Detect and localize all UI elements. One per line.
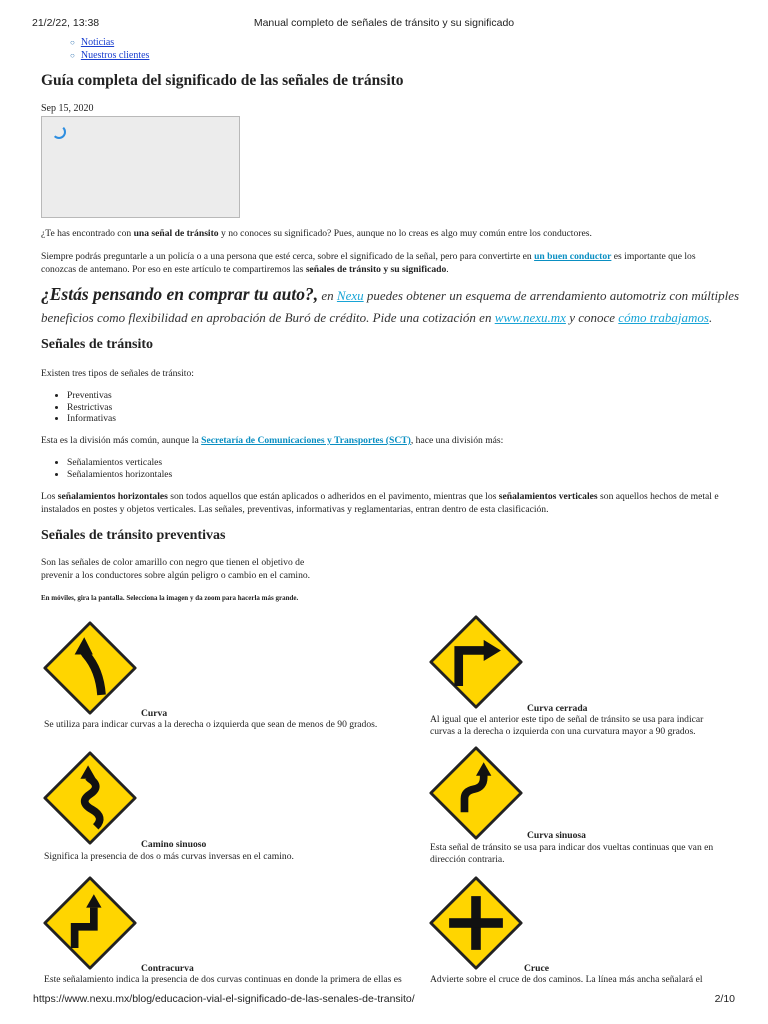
link-como-trabajamos[interactable]: cómo trabajamos (618, 310, 709, 325)
double-curve-sign-icon[interactable] (42, 875, 138, 971)
prev-intro-line-2: prevenir a los conductores sobre algún peligro o cambio en el camino. (41, 570, 311, 581)
article-date: Sep 15, 2020 (41, 103, 94, 114)
heading-preventivas: Señales de tránsito preventivas (41, 528, 226, 543)
division-list (41, 457, 172, 480)
sign-desc-curva-sinuosa: Esta señal de tránsito se usa para indicar dos vueltas continuas que van en dirección contraria. (430, 842, 714, 865)
article-title: Guía completa del significado de las señales de tránsito (41, 72, 404, 89)
paragraph-horizontales: Los señalamientos horizontales son todos aquellos que están aplicados o adheridos en el pavimento, mientras que los señalamientos verticales son aquellos hechos de metal e instalados en postes y objetos verticales. Las señales, preventivas, informativas y reglamentarias, entran dentro de esta clasificación. (41, 491, 719, 515)
loading-spinner-icon (52, 125, 66, 139)
heading-senales: Señales de tránsito (41, 337, 153, 352)
list-item: • Restrictivas (67, 402, 116, 414)
crossroad-sign-icon[interactable] (428, 875, 524, 971)
list-item: • Señalamientos verticales (67, 457, 172, 469)
nav-item-clientes[interactable] (70, 49, 149, 62)
link-buen-conductor[interactable]: un buen conductor (534, 251, 612, 262)
nav-link-noticias[interactable]: Noticias (80, 37, 115, 48)
sign-title-contracurva: Contracurva (141, 963, 194, 974)
print-header (0, 17, 768, 31)
nav-list (70, 36, 149, 62)
print-page-number: 2/10 (714, 993, 735, 1005)
sign-desc-curva-cerrada: Al igual que el anterior este tipo de señal de tránsito se usa para indicar curvas a la derecha o izquierda con una curvatura mayor a 90 grados. (430, 714, 704, 737)
link-nexu[interactable]: Nexu (336, 288, 364, 303)
paragraph-intro: ¿Te has encontrado con una señal de tránsito y no conoces su significado? Pues, aunque no lo creas es algo muy común entre los conductores. (41, 228, 592, 239)
promo-callout: ¿Estás pensando en comprar tu auto?, en Nexu puedes obtener un esquema de arrendamiento automotriz con múltiples beneficios como flexibilidad en aprobación de Buró de crédito. Pide una cotización en www.nexu.mx y conoce cómo trabajamos. (41, 284, 740, 325)
list-item: • Preventivas (67, 390, 116, 402)
print-datetime: 21/2/22, 13:38 (32, 17, 100, 29)
paragraph-ask-police: Siempre podrás preguntarle a un policía o a una persona que esté cerca, sobre el significado de la señal, pero para convertirte en un buen conductor es importante que los conozcas de antemano. Por eso en este artículo te compartiremos las señales de tránsito y su significado. (41, 251, 696, 275)
sign-title-camino-sinuoso: Camino sinuoso (141, 839, 207, 850)
prev-intro-line-1: Son las señales de color amarillo con negro que tienen el objetivo de (41, 557, 305, 568)
nav-link-clientes[interactable]: Nuestros clientes (80, 50, 150, 61)
sharp-curve-sign-icon[interactable] (428, 614, 524, 710)
winding-road-sign-icon[interactable] (42, 750, 138, 846)
types-intro: Existen tres tipos de señales de tránsito: (41, 368, 194, 379)
sign-desc-camino-sinuoso: Significa la presencia de dos o más curvas inversas en el camino. (44, 851, 294, 862)
types-list (41, 390, 116, 425)
sign-desc-contracurva: Este señalamiento indica la presencia de dos curvas continuas en donde la primera de ellas es (44, 974, 402, 985)
curve-sign-icon[interactable] (42, 620, 138, 716)
sign-title-cruce: Cruce (524, 963, 550, 974)
sign-desc-cruce: Advierte sobre el cruce de dos caminos. La línea más ancha señalará el (430, 974, 703, 985)
list-item: • Informativas (67, 413, 116, 425)
reverse-curve-sign-icon[interactable] (428, 745, 524, 841)
link-nexu-site[interactable]: www.nexu.mx (494, 310, 566, 325)
link-sct[interactable]: Secretaría de Comunicaciones y Transportes (SCT) (201, 435, 411, 446)
sign-desc-curva: Se utiliza para indicar curvas a la derecha o izquierda que sean de menos de 90 grados. (44, 719, 378, 730)
sign-title-curva-cerrada: Curva cerrada (527, 703, 588, 714)
print-url: https://www.nexu.mx/blog/educacion-vial-el-significado-de-las-senales-de-transito/ (33, 993, 415, 1005)
nav-item-noticias[interactable] (70, 36, 149, 49)
paragraph-division: Esta es la división más común, aunque la Secretaría de Comunicaciones y Transportes (SCT), hace una división más: (41, 435, 504, 446)
sign-title-curva-sinuosa: Curva sinuosa (527, 830, 586, 841)
video-player[interactable] (41, 116, 240, 218)
mobile-note: En móviles, gira la pantalla. Selecciona la imagen y da zoom para hacerla más grande. (41, 594, 299, 602)
list-item: • Señalamientos horizontales (67, 469, 172, 481)
sign-title-curva: Curva (141, 708, 168, 719)
print-page-title: Manual completo de señales de tránsito y su significado (253, 17, 515, 29)
